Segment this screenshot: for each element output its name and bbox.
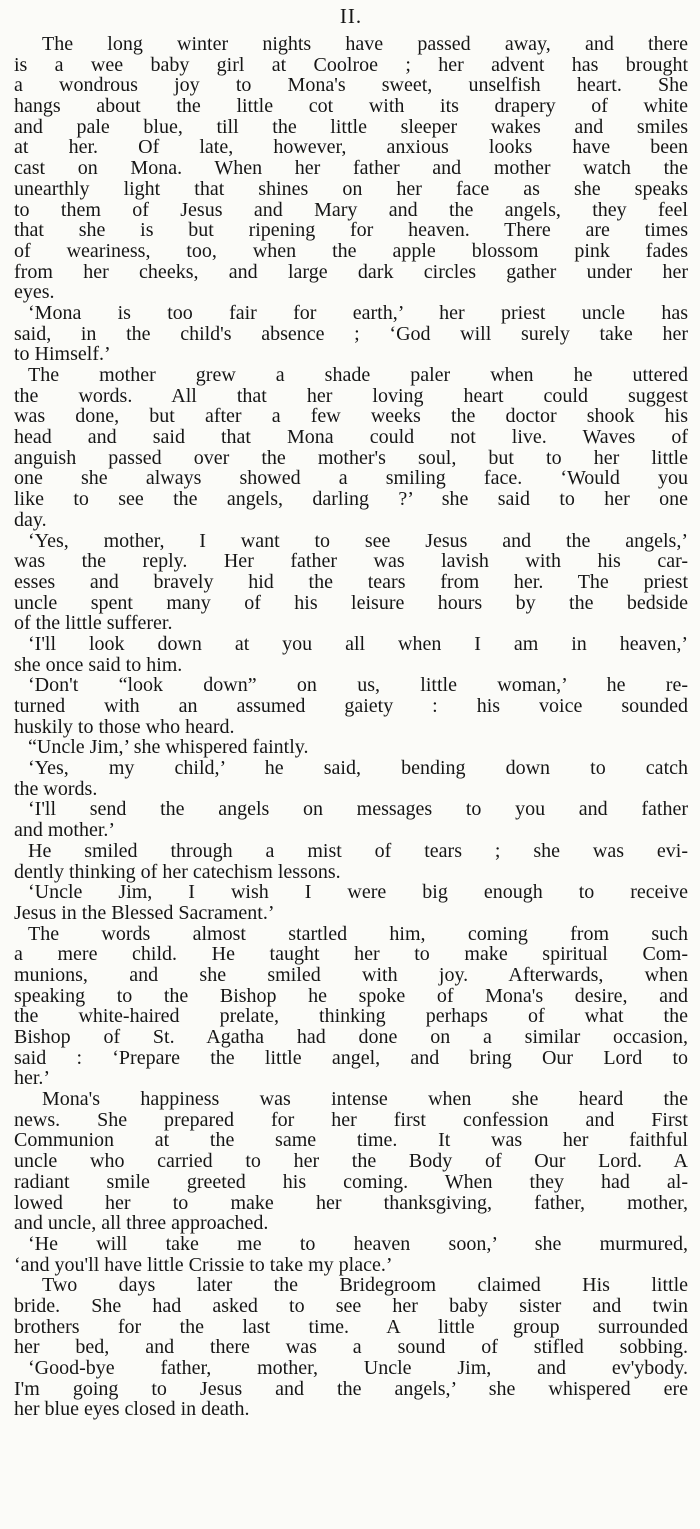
text-line: He smiled through a mist of tears ; she was evi- xyxy=(28,839,688,862)
text-line: and pale blue, till the little sleeper wakes and smiles xyxy=(14,115,688,138)
text-line: a wondrous joy to Mona's sweet, unselfish heart. She xyxy=(14,74,688,97)
text-line: “Uncle Jim,’ she whispered faintly. xyxy=(28,736,309,759)
text-line: ‘and you'll have little Crissie to take my place.’ xyxy=(14,1253,393,1276)
text-line: like to see the angels, darling ?’ she said to her one xyxy=(14,488,688,511)
text-line: ‘Don't “look down” on us, little woman,’ he re- xyxy=(28,674,688,697)
text-line: The long winter nights have passed away, and there xyxy=(42,33,688,55)
text-line: was done, but after a few weeks the doctor shook his xyxy=(14,405,688,428)
text-line: uncle spent many of his leisure hours by the bedside xyxy=(14,591,688,614)
text-line: the words. xyxy=(14,777,98,800)
text-line: Mona's happiness was intense when she heard the xyxy=(42,1088,688,1111)
text-line: day. xyxy=(14,508,47,531)
text-line: her blue eyes closed in death. xyxy=(14,1398,250,1421)
text-line: of weariness, too, when the apple blossom pink fades xyxy=(14,239,688,262)
text-line: the words. All that her loving heart could suggest xyxy=(14,384,688,407)
text-line: The words almost startled him, coming from such xyxy=(28,922,688,945)
text-line: cast on Mona. When her father and mother watch the xyxy=(14,157,688,180)
text-line: Jesus in the Blessed Sacrament.’ xyxy=(14,901,275,924)
text-line: lowed her to make her thanksgiving, father, mother, xyxy=(14,1191,688,1214)
text-line: to them of Jesus and Mary and the angels, they feel xyxy=(14,198,688,221)
text-line: at her. Of late, however, anxious looks have been xyxy=(14,136,688,159)
text-line: eyes. xyxy=(14,281,55,304)
text-line: bride. She had asked to see her baby sister and twin xyxy=(14,1294,688,1317)
text-line: that she is but ripening for heaven. There are times xyxy=(14,219,688,242)
text-line: ‘He will take me to heaven soon,’ she murmured, xyxy=(28,1232,688,1255)
text-line: esses and bravely hid the tears from her. The priest xyxy=(14,570,688,593)
text-line: huskily to those who heard. xyxy=(14,715,235,738)
text-line: she once said to him. xyxy=(14,653,183,676)
text-line: the white-haired prelate, thinking perhaps of what the xyxy=(14,1005,688,1028)
text-line: a mere child. He taught her to make spiritual Com- xyxy=(14,943,688,966)
text-line: ‘Good-bye father, mother, Uncle Jim, and ev'ybody. xyxy=(28,1357,688,1379)
text-line: I'm going to Jesus and the angels,’ she whispered ere xyxy=(14,1377,688,1400)
text-line: ‘Uncle Jim, I wish I were big enough to receive xyxy=(28,881,688,904)
text-line: Two days later the Bridegroom claimed His little xyxy=(42,1274,688,1297)
text-line: ‘I'll look down at you all when I am in heaven,’ xyxy=(28,632,688,655)
text-line: anguish passed over the mother's soul, but to her little xyxy=(14,446,688,469)
text-line: hangs about the little cot with its drapery of white xyxy=(14,95,688,118)
text-line: ‘Yes, my child,’ he said, bending down to catch xyxy=(28,757,688,780)
text-line: one she always showed a smiling face. ‘Would you xyxy=(14,467,688,490)
text-line: news. She prepared for her first confession and First xyxy=(14,1108,688,1131)
text-line: from her cheeks, and large dark circles gather under her xyxy=(14,260,688,283)
text-line: said, in the child's absence ; ‘God will surely take her xyxy=(14,322,688,345)
text-line: and mother.’ xyxy=(14,819,116,842)
text-line: ‘I'll send the angels on messages to you and father xyxy=(28,798,688,821)
text-line: dently thinking of her catechism lessons. xyxy=(14,860,341,883)
text-line: her bed, and there was a sound of stifled sobbing. xyxy=(14,1336,688,1359)
text-line: to Himself.’ xyxy=(14,343,111,366)
text-line: Bishop of St. Agatha had done on a similar occasion, xyxy=(14,1026,688,1048)
text-line: The mother grew a shade paler when he uttered xyxy=(28,364,688,386)
text-line: ‘Mona is too fair for earth,’ her priest uncle has xyxy=(28,301,688,324)
section-heading: II. xyxy=(339,4,363,28)
text-line: Communion at the same time. It was her faithful xyxy=(14,1129,688,1152)
text-line: uncle who carried to her the Body of Our Lord. A xyxy=(14,1150,688,1173)
text-line: munions, and she smiled with joy. Afterwards, when xyxy=(14,963,688,986)
text-line: brothers for the last time. A little group surrounded xyxy=(14,1315,688,1338)
text-line: said : ‘Prepare the little angel, and bring Our Lord to xyxy=(14,1046,688,1069)
text-line: unearthly light that shines on her face as she speaks xyxy=(14,177,688,200)
text-line: is a wee baby girl at Coolroe ; her advent has brought xyxy=(14,53,688,76)
text-line: and uncle, all three approached. xyxy=(14,1212,269,1235)
text-line: ‘Yes, mother, I want to see Jesus and the angels,’ xyxy=(28,529,688,552)
text-line: head and said that Mona could not live. Waves of xyxy=(14,426,688,449)
text-line: her.’ xyxy=(14,1067,51,1090)
body-text xyxy=(14,34,688,1420)
text-line: speaking to the Bishop he spoke of Mona's desire, and xyxy=(14,984,688,1007)
text-line: of the little sufferer. xyxy=(14,612,173,635)
text-line: radiant smile greeted his coming. When they had al- xyxy=(14,1170,688,1193)
text-line: turned with an assumed gaiety : his voice sounded xyxy=(14,695,688,717)
text-line: was the reply. Her father was lavish with his car- xyxy=(14,550,688,573)
